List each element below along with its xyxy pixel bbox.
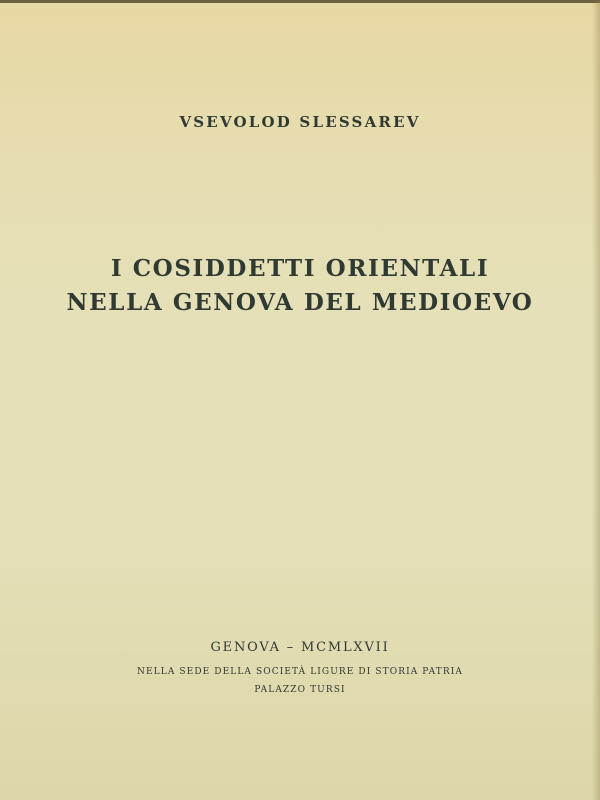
imprint-publisher: NELLA SEDE DELLA SOCIETÀ LIGURE DI STORIA PATRIA	[137, 667, 463, 677]
page-top-edge	[0, 0, 600, 3]
title-line-2: NELLA GENOVA DEL MEDIOEVO	[66, 289, 534, 316]
imprint-place-year: GENOVA – MCMLXVII	[210, 640, 390, 655]
author-name: VSEVOLOD SLESSAREV	[179, 113, 421, 131]
title-line-1: I COSIDDETTI ORIENTALI	[110, 255, 490, 282]
imprint-location: PALAZZO TURSI	[254, 685, 346, 695]
